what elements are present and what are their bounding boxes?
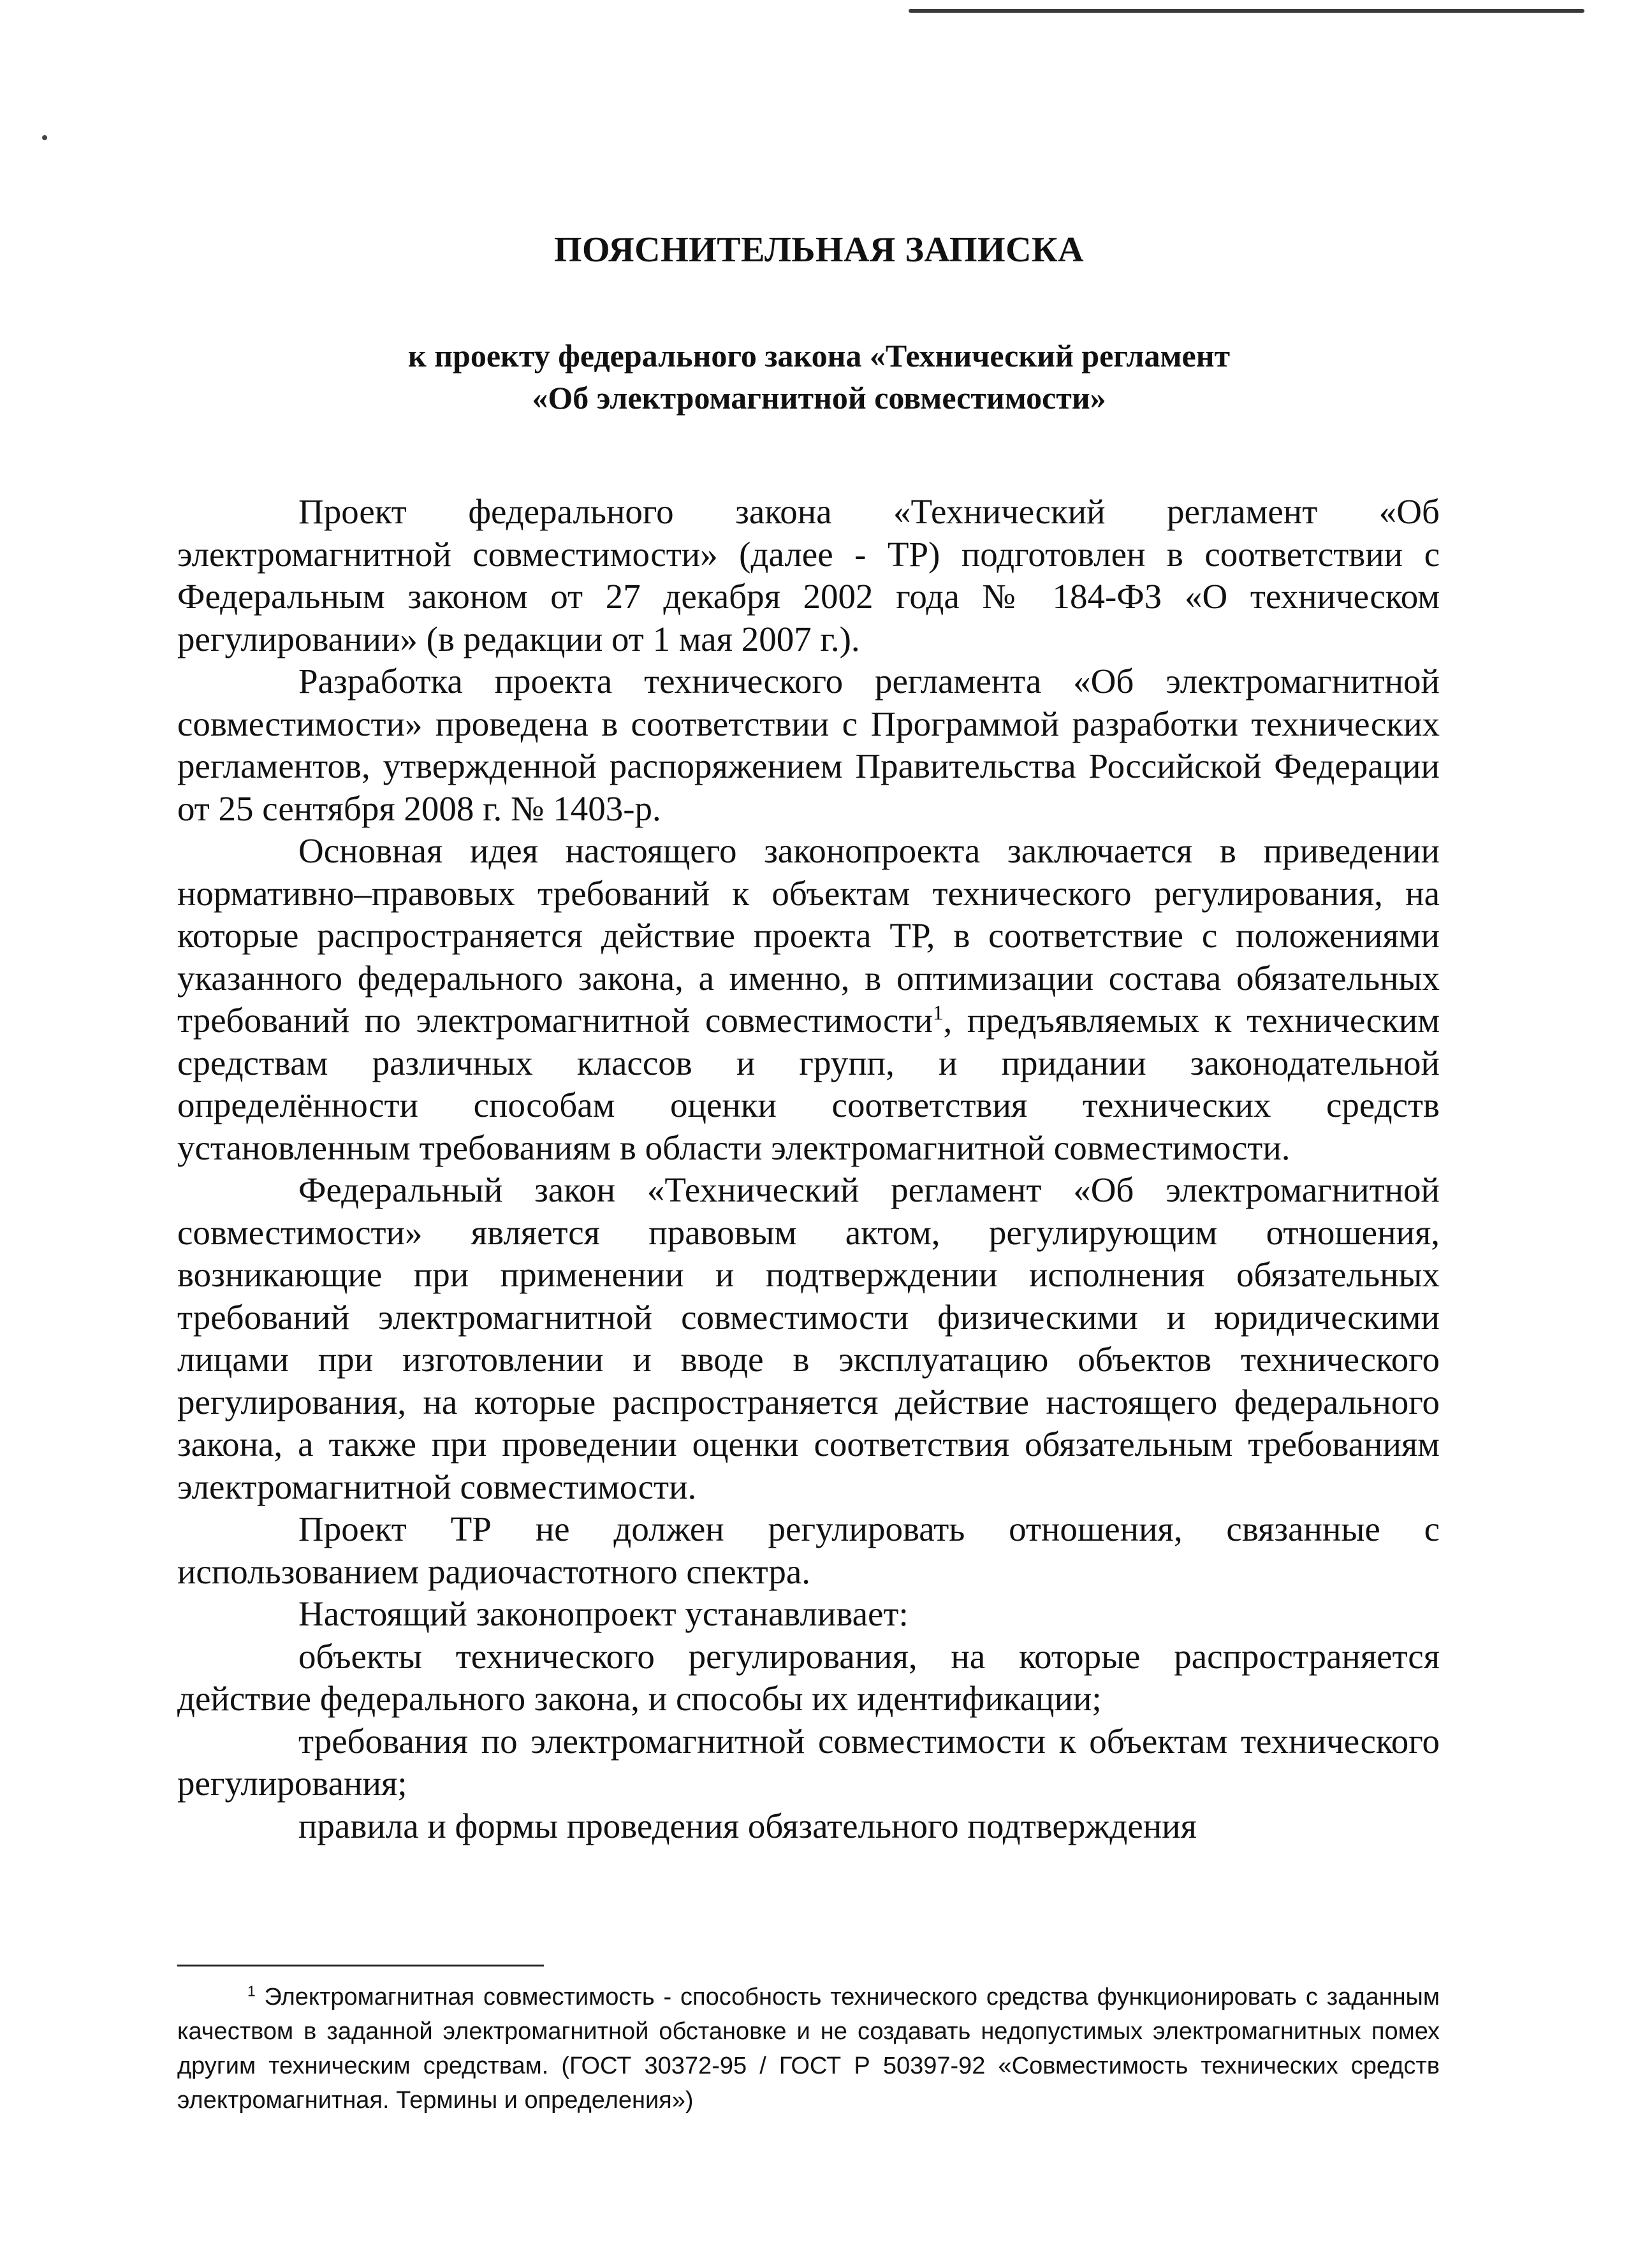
paragraph-3-part-1: Основная идея настоящего законопроекта заключается в приведении нормативно–правовых требований к объектам технического регулирования, на которые распространяется действие проекта ТР, в соответствие с положениями указанного федерального закона, а именно, в оптимизации состава обязательных требований по электромагнитной совместимости <box>177 831 1440 1040</box>
paragraph-7: объекты технического регулирования, на которые распространяется действие федерального закона, и способы их идентификации; <box>177 1636 1440 1718</box>
paragraph-3 <box>177 830 1440 1169</box>
footnote-text: Электромагнитная совместимость - способность технического средства функционировать с заданным качеством в заданной электромагнитной обстановке и не создавать недопустимых электромагнитных помех другим техническим средствам. (ГОСТ 30372-95 / ГОСТ Р 50397-92 «Совместимость технических средств электромагнитная. Термины и определения») <box>177 1984 1440 2114</box>
subtitle-line-2: «Об электромагнитной совместимости» <box>532 380 1106 416</box>
footnote <box>177 1980 1440 2118</box>
document-title: ПОЯСНИТЕЛЬНАЯ ЗАПИСКА <box>553 230 1085 270</box>
footnote-separator <box>177 1965 544 1966</box>
document-body <box>177 491 1440 1847</box>
scan-artifact-speck <box>42 135 47 140</box>
paragraph-4: Федеральный закон «Технический регламент «Об электромагнитной совместимости» является правовым актом, регулирующим отношения, возникающие при применении и подтверждении исполнения обязательных требований электромагнитной совместимости физическими и юридическими лицами при изготовлении и вводе в эксплуатацию объектов технического регулирования, на которые распространяется действие настоящего федерального закона, а также при проведении оценки соответствия обязательным требованиям электромагнитной совместимости. <box>177 1170 1440 1506</box>
paragraph-8: требования по электромагнитной совместимости к объектам технического регулирования; <box>177 1721 1440 1803</box>
document-subtitle <box>0 335 1638 419</box>
paragraph-1: Проект федерального закона «Технический регламент «Об электромагнитной совместимости» (далее - ТР) подготовлен в соответствии с Федеральным законом от 27 декабря 2002 года № 184-ФЗ «О техническом регулировании» (в редакции от 1 мая 2007 г.). <box>177 492 1440 658</box>
footnote-mark: 1 <box>247 1982 256 2000</box>
paragraph-5: Проект ТР не должен регулировать отношения, связанные с использованием радиочастотного спектра. <box>177 1509 1440 1591</box>
paragraph-2: Разработка проекта технического регламента «Об электромагнитной совместимости» проведена в соответствии с Программой разработки технических регламентов, утвержденной распоряжением Правительства Российской Федерации от 25 сентября 2008 г. № 1403-р. <box>177 662 1440 828</box>
paragraph-6: Настоящий законопроект устанавливает: <box>298 1594 909 1633</box>
subtitle-line-1: к проекту федерального закона «Технический регламент <box>407 338 1231 374</box>
footnote-reference: 1 <box>932 1001 944 1025</box>
scan-artifact-line <box>909 9 1584 13</box>
paragraph-3-part-2: , предъявляемых к техническим средствам различных классов и групп, и придании законодательной определённости способам оценки соответствия технических средств установленным требованиям в области электромагнитной совместимости. <box>177 1001 1440 1167</box>
paragraph-9: правила и формы проведения обязательного подтверждения <box>298 1806 1197 1845</box>
